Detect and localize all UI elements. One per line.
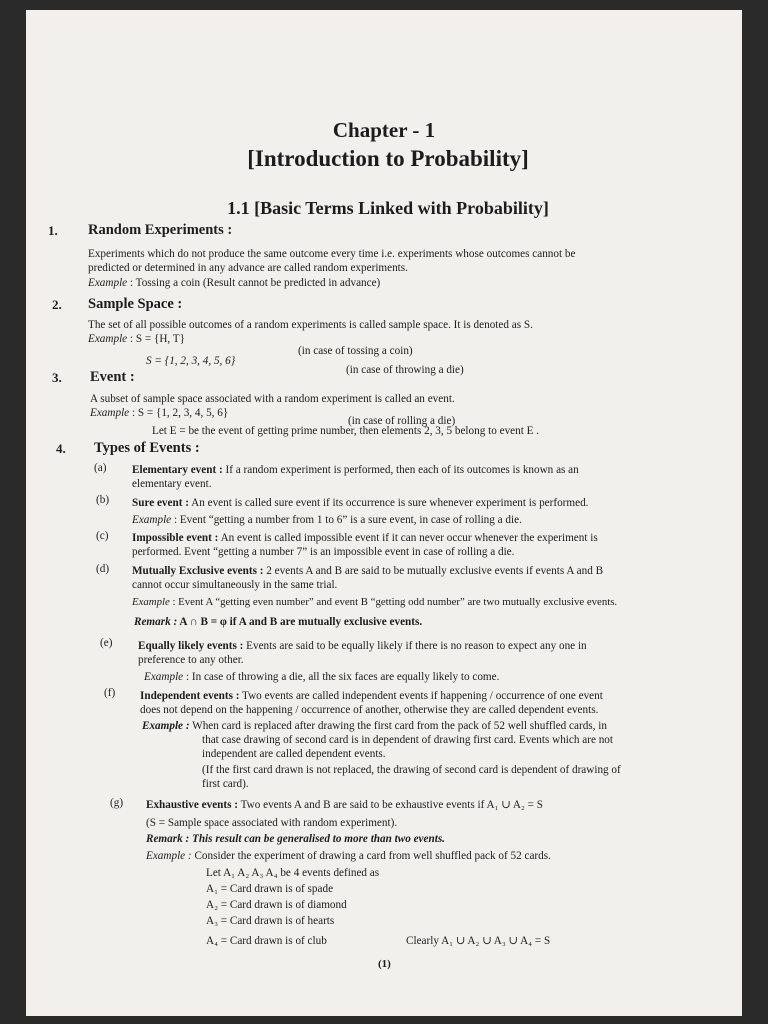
definition-line: elementary event.	[132, 478, 212, 490]
definition-line: (S = Sample space associated with random experiment).	[146, 817, 398, 829]
term: Sure event :	[132, 497, 189, 509]
definition-text: An event is called impossible event if it can never occur whenever the experiment is	[218, 532, 598, 544]
example-text: that case drawing of second card is in dependent of drawing first card. Events which are not	[202, 734, 613, 746]
example-line	[132, 595, 617, 609]
remark-text: This result can be generalised to more than two events.	[189, 833, 445, 845]
remark-text: A ∩ B = φ if A and B are mutually exclusive events.	[177, 616, 423, 628]
term: Equally likely events :	[138, 640, 244, 652]
paragraph-line: Experiments which do not produce the same outcome every time i.e. experiments whose outcomes cannot be	[88, 248, 576, 260]
sub-item-label: (a)	[94, 462, 107, 474]
item-title: Event :	[90, 369, 135, 385]
example-note: (in case of throwing a die)	[346, 364, 464, 376]
remark-line	[134, 615, 422, 629]
example-text: Consider the experiment of drawing a card from well shuffled pack of 52 cards.	[191, 850, 551, 862]
chapter-title: [Introduction to Probability]	[247, 146, 529, 171]
sub-item-label: (f)	[104, 687, 116, 699]
example-text: A₂ = Card drawn is of diamond	[206, 899, 347, 911]
sub-item-label: (b)	[96, 494, 110, 506]
definition-text: An event is called sure event if its occurrence is sure whenever experiment is performed.	[188, 497, 589, 509]
example-label: Example	[132, 596, 170, 608]
example-label: Example :	[146, 850, 192, 862]
example-label: Example	[90, 407, 130, 419]
example-label: Example	[144, 671, 184, 683]
definition-line	[132, 496, 588, 510]
definition-line	[138, 639, 587, 653]
item-number: 2.	[52, 297, 62, 312]
chapter-label: Chapter - 1	[332, 118, 436, 142]
item-title: Random Experiments :	[88, 222, 233, 238]
example-label: Example	[88, 333, 128, 345]
sub-item-label: (e)	[100, 637, 113, 649]
paragraph-line: Let E = be the event of getting prime number, then elements 2, 3, 5 belong to event E .	[152, 425, 540, 437]
term: Elementary event :	[132, 464, 223, 476]
example-text: Clearly A₁ ∪ A₂ ∪ A₃ ∪ A₄ = S	[406, 935, 551, 947]
example-line	[88, 276, 380, 290]
remark-line	[146, 832, 445, 846]
example-text: : Event A “getting even number” and event B “getting odd number” are two mutually exclusive events.	[172, 596, 618, 608]
example-note: (in case of rolling a die)	[348, 415, 456, 427]
remark-label: Remark :	[134, 616, 178, 628]
section-heading: 1.1 [Basic Terms Linked with Probability]	[227, 198, 549, 218]
definition-text: Two events are called independent events if happening / occurrence of one event	[239, 690, 603, 702]
example-label: Example	[132, 514, 172, 526]
term: Mutually Exclusive events :	[132, 565, 264, 577]
sub-item-label: (c)	[96, 530, 109, 542]
example-label: Example :	[142, 720, 190, 732]
definition-line	[132, 463, 579, 477]
item-title: Types of Events :	[94, 440, 200, 456]
definition-text: 2 events A and B are said to be mutually exclusive events if events A and B	[263, 565, 604, 577]
definition-line	[132, 531, 598, 545]
sub-item-label: (d)	[96, 563, 110, 575]
example-text: (If the first card drawn is not replaced, the drawing of second card is dependent of drawing of	[202, 764, 621, 776]
definition-line: does not depend on the happening / occurrence of another, otherwise they are called dependent events.	[140, 704, 599, 716]
example-line	[144, 670, 499, 684]
example-text: A₃ = Card drawn is of hearts	[206, 915, 335, 927]
paragraph-line: The set of all possible outcomes of a random experiments is called sample space. It is denoted as S.	[88, 319, 533, 331]
example-note: (in case of tossing a coin)	[298, 345, 413, 357]
term: Impossible event :	[132, 532, 219, 544]
example-text: A₄ = Card drawn is of club	[206, 935, 327, 947]
remark-label: Remark :	[146, 833, 190, 845]
definition-line: preference to any other.	[138, 654, 244, 666]
example-text: first card).	[202, 778, 249, 790]
definition-line: cannot occur simultaneously in the same trial.	[132, 579, 338, 591]
item-number: 3.	[52, 370, 62, 385]
example-line	[142, 719, 607, 733]
definition-line	[140, 689, 603, 703]
example-text: When card is replaced after drawing the first card from the pack of 52 well shuffled cards, in	[189, 720, 607, 732]
example-text: : In case of throwing a die, all the six faces are equally likely to come.	[185, 671, 500, 683]
example-text: A₁ = Card drawn is of spade	[206, 883, 334, 895]
definition-line: performed. Event “getting a number 7” is an impossible event in case of rolling a die.	[132, 546, 515, 558]
item-number: 1.	[48, 223, 58, 238]
item-title: Sample Space :	[88, 296, 183, 312]
paragraph-line: predicted or determined in any advance are called random experiments.	[88, 262, 408, 274]
example-text: S = {1, 2, 3, 4, 5, 6}	[146, 355, 236, 367]
definition-line	[132, 564, 603, 578]
example-text: : Tossing a coin (Result cannot be predicted in advance)	[129, 277, 381, 289]
sub-item-label: (g)	[110, 797, 124, 809]
document-page	[26, 10, 742, 1016]
example-line	[132, 513, 522, 527]
example-text: : S = {1, 2, 3, 4, 5, 6}	[131, 407, 229, 419]
example-label: Example	[88, 277, 128, 289]
term: Exhaustive events :	[146, 799, 238, 811]
example-line	[90, 406, 228, 420]
page-number: (1)	[378, 958, 391, 970]
definition-text: Two events A and B are said to be exhaustive events if A₁ ∪ A₂ = S	[238, 799, 543, 811]
definition-text: If a random experiment is performed, then each of its outcomes is known as an	[222, 464, 579, 476]
example-text: : S = {H, T}	[129, 333, 186, 345]
definition-line	[146, 798, 543, 812]
item-number: 4.	[56, 441, 66, 456]
term: Independent events :	[140, 690, 240, 702]
example-text: independent are called dependent events.	[202, 748, 386, 760]
example-line	[88, 332, 185, 346]
paragraph-line: A subset of sample space associated with a random experiment is called an event.	[90, 393, 455, 405]
example-line	[146, 849, 551, 863]
example-text: : Event “getting a number from 1 to 6” is a sure event, in case of rolling a die.	[173, 514, 522, 526]
definition-text: Events are said to be equally likely if there is no reason to expect any one in	[243, 640, 587, 652]
example-text: Let A₁ A₂ A₃ A₄ be 4 events defined as	[206, 867, 380, 879]
